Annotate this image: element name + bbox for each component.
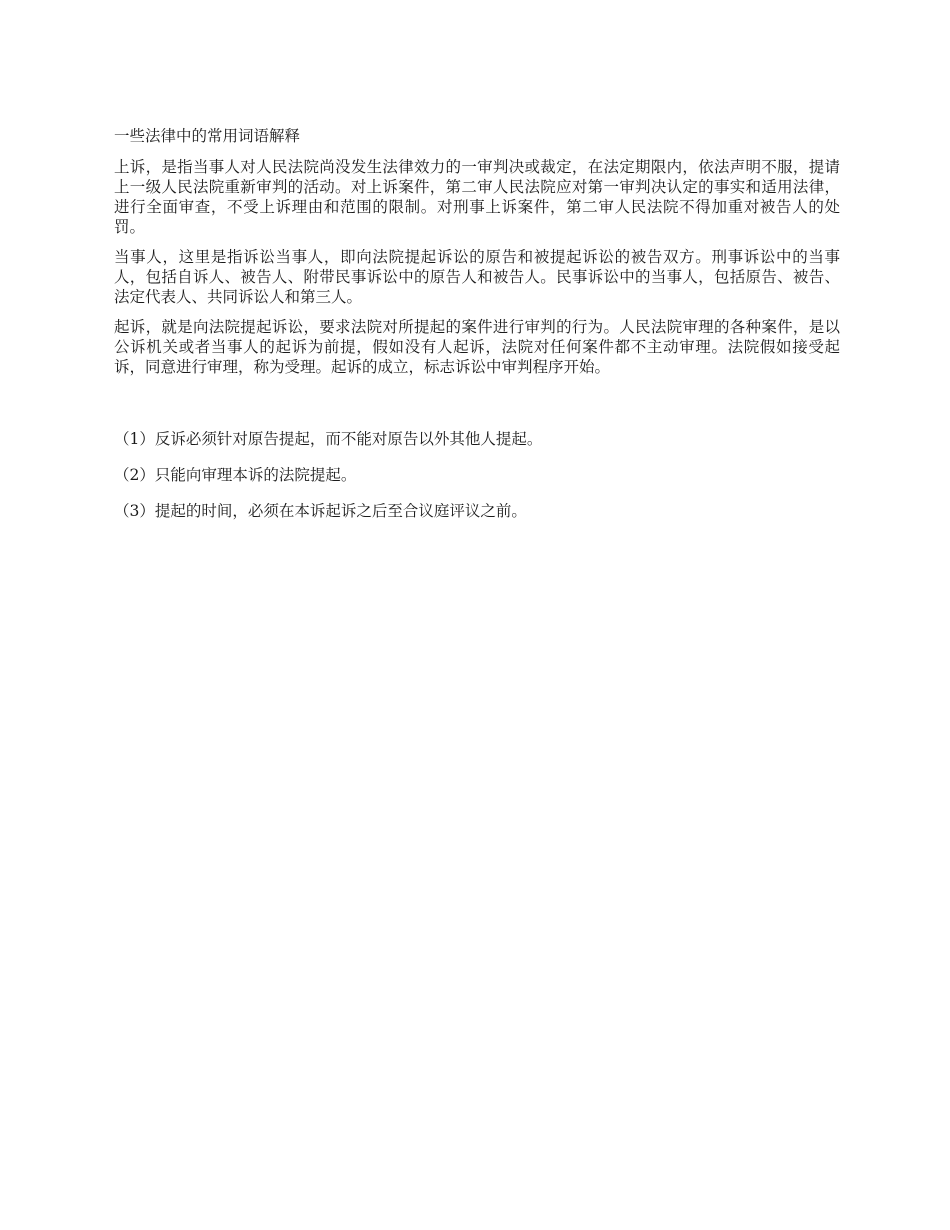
list-item: （2）只能向审理本诉的法院提起。	[114, 466, 357, 484]
list-item: （1）反诉必须针对原告提起，而不能对原告以外其他人提起。	[114, 430, 543, 448]
paragraph-party: 当事人，这里是指诉讼当事人，即向法院提起诉讼的原告和被提起诉讼的被告双方。刑事诉讼中的当事人，包括自诉人、被告人、附带民事诉讼中的原告人和被告人。民事诉讼中的当事人，包括原告、被告、法定代表人、共同诉讼人和第三人。	[114, 248, 840, 306]
list-item: （3）提起的时间，必须在本诉起诉之后至合议庭评议之前。	[114, 502, 527, 520]
counterclaim-list	[114, 429, 840, 521]
paragraph-prosecution: 起诉，就是向法院提起诉讼，要求法院对所提起的案件进行审判的行为。人民法院审理的各种案件，是以公诉机关或者当事人的起诉为前提，假如没有人起诉，法院对任何案件都不主动审理。法院假如接受起诉，同意进行审理，称为受理。起诉的成立，标志诉讼中审判程序开始。	[114, 318, 840, 376]
document-page	[114, 126, 840, 537]
document-title: 一些法律中的常用词语解释	[114, 127, 301, 145]
paragraph-appeal: 上诉，是指当事人对人民法院尚没发生法律效力的一审判决或裁定，在法定期限内，依法声明不服，提请上一级人民法院重新审判的活动。对上诉案件，第二审人民法院应对第一审判决认定的事实和适用法律，进行全面审查，不受上诉理由和范围的限制。对刑事上诉案件，第二审人民法院不得加重对被告人的处罚。	[114, 158, 840, 236]
